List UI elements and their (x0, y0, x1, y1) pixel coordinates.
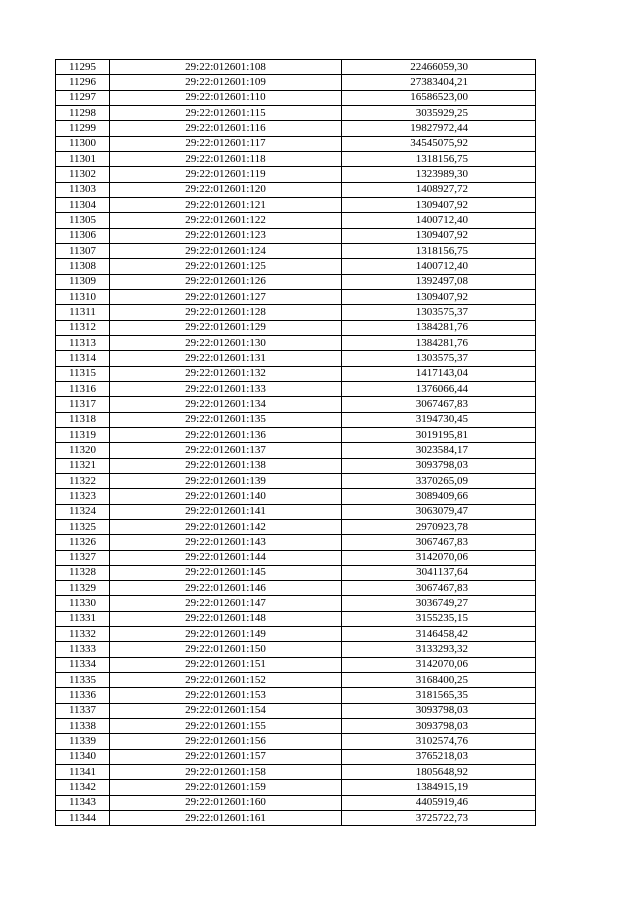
row-number-cell: 11319 (56, 427, 110, 442)
row-number-cell: 11297 (56, 90, 110, 105)
table-row (56, 105, 536, 120)
row-number-cell: 11330 (56, 596, 110, 611)
table-row (56, 565, 536, 580)
row-number-cell: 11333 (56, 642, 110, 657)
table-row (56, 657, 536, 672)
cadastral-value-cell: 1303575,37 (342, 305, 536, 320)
row-number-cell: 11305 (56, 213, 110, 228)
cadastral-value-cell: 3155235,15 (342, 611, 536, 626)
cadastral-value-cell: 3067467,83 (342, 397, 536, 412)
table-row (56, 673, 536, 688)
cadastral-number-cell: 29:22:012601:115 (110, 105, 342, 120)
row-number-cell: 11327 (56, 550, 110, 565)
table-row (56, 719, 536, 734)
row-number-cell: 11314 (56, 351, 110, 366)
cadastral-value-cell: 3168400,25 (342, 673, 536, 688)
table-row (56, 519, 536, 534)
row-number-cell: 11301 (56, 151, 110, 166)
table-row (56, 443, 536, 458)
table-row (56, 504, 536, 519)
cadastral-value-cell: 3370265,09 (342, 473, 536, 488)
cadastral-number-cell: 29:22:012601:154 (110, 703, 342, 718)
cadastral-value-cell: 16586523,00 (342, 90, 536, 105)
cadastral-value-cell: 3093798,03 (342, 703, 536, 718)
table-row (56, 550, 536, 565)
cadastral-value-cell: 1392497,08 (342, 274, 536, 289)
cadastral-value-cell: 1417143,04 (342, 366, 536, 381)
cadastral-number-cell: 29:22:012601:155 (110, 719, 342, 734)
cadastral-number-cell: 29:22:012601:127 (110, 289, 342, 304)
row-number-cell: 11343 (56, 795, 110, 810)
row-number-cell: 11322 (56, 473, 110, 488)
cadastral-value-cell: 4405919,46 (342, 795, 536, 810)
table-row (56, 182, 536, 197)
cadastral-value-cell: 3194730,45 (342, 412, 536, 427)
row-number-cell: 11326 (56, 535, 110, 550)
table-row (56, 596, 536, 611)
cadastral-value-cell: 1309407,92 (342, 289, 536, 304)
table-row (56, 366, 536, 381)
cadastral-number-cell: 29:22:012601:157 (110, 749, 342, 764)
cadastral-number-cell: 29:22:012601:143 (110, 535, 342, 550)
row-number-cell: 11334 (56, 657, 110, 672)
table-row (56, 412, 536, 427)
row-number-cell: 11316 (56, 381, 110, 396)
cadastral-value-cell: 1318156,75 (342, 243, 536, 258)
cadastral-number-cell: 29:22:012601:136 (110, 427, 342, 442)
row-number-cell: 11338 (56, 719, 110, 734)
row-number-cell: 11304 (56, 197, 110, 212)
row-number-cell: 11317 (56, 397, 110, 412)
table-row (56, 627, 536, 642)
row-number-cell: 11309 (56, 274, 110, 289)
row-number-cell: 11342 (56, 780, 110, 795)
cadastral-number-cell: 29:22:012601:134 (110, 397, 342, 412)
cadastral-value-cell: 34545075,92 (342, 136, 536, 151)
cadastral-number-cell: 29:22:012601:132 (110, 366, 342, 381)
row-number-cell: 11308 (56, 259, 110, 274)
table-row (56, 121, 536, 136)
cadastral-number-cell: 29:22:012601:141 (110, 504, 342, 519)
cadastral-value-cell: 1309407,92 (342, 228, 536, 243)
table-row (56, 381, 536, 396)
cadastral-value-cell: 3102574,76 (342, 734, 536, 749)
row-number-cell: 11311 (56, 305, 110, 320)
cadastral-value-cell: 3093798,03 (342, 719, 536, 734)
cadastral-number-cell: 29:22:012601:147 (110, 596, 342, 611)
cadastral-number-cell: 29:22:012601:116 (110, 121, 342, 136)
cadastral-number-cell: 29:22:012601:118 (110, 151, 342, 166)
cadastral-value-cell: 1384281,76 (342, 335, 536, 350)
cadastral-value-cell: 3036749,27 (342, 596, 536, 611)
row-number-cell: 11321 (56, 458, 110, 473)
row-number-cell: 11337 (56, 703, 110, 718)
row-number-cell: 11307 (56, 243, 110, 258)
cadastral-value-cell: 3142070,06 (342, 657, 536, 672)
cadastral-value-cell: 3133293,32 (342, 642, 536, 657)
cadastral-number-cell: 29:22:012601:119 (110, 167, 342, 182)
row-number-cell: 11302 (56, 167, 110, 182)
cadastral-value-cell: 3041137,64 (342, 565, 536, 580)
row-number-cell: 11303 (56, 182, 110, 197)
row-number-cell: 11344 (56, 811, 110, 826)
cadastral-value-cell: 27383404,21 (342, 75, 536, 90)
cadastral-value-cell: 19827972,44 (342, 121, 536, 136)
table-row (56, 274, 536, 289)
cadastral-value-cell: 1408927,72 (342, 182, 536, 197)
cadastral-number-cell: 29:22:012601:150 (110, 642, 342, 657)
cadastral-value-cell: 3089409,66 (342, 489, 536, 504)
cadastral-number-cell: 29:22:012601:137 (110, 443, 342, 458)
table-row (56, 703, 536, 718)
row-number-cell: 11312 (56, 320, 110, 335)
cadastral-number-cell: 29:22:012601:109 (110, 75, 342, 90)
cadastral-value-cell: 1376066,44 (342, 381, 536, 396)
cadastral-number-cell: 29:22:012601:128 (110, 305, 342, 320)
cadastral-number-cell: 29:22:012601:122 (110, 213, 342, 228)
cadastral-number-cell: 29:22:012601:129 (110, 320, 342, 335)
cadastral-number-cell: 29:22:012601:130 (110, 335, 342, 350)
table-body (56, 60, 536, 826)
cadastral-value-cell: 1323989,30 (342, 167, 536, 182)
cadastral-value-cell: 1384915,19 (342, 780, 536, 795)
table-row (56, 765, 536, 780)
cadastral-number-cell: 29:22:012601:139 (110, 473, 342, 488)
cadastral-value-cell: 3067467,83 (342, 535, 536, 550)
table-row (56, 213, 536, 228)
cadastral-number-cell: 29:22:012601:131 (110, 351, 342, 366)
cadastral-number-cell: 29:22:012601:149 (110, 627, 342, 642)
table-row (56, 167, 536, 182)
cadastral-number-cell: 29:22:012601:108 (110, 60, 342, 75)
row-number-cell: 11298 (56, 105, 110, 120)
cadastral-number-cell: 29:22:012601:156 (110, 734, 342, 749)
cadastral-number-cell: 29:22:012601:148 (110, 611, 342, 626)
table-row (56, 535, 536, 550)
cadastral-number-cell: 29:22:012601:145 (110, 565, 342, 580)
cadastral-number-cell: 29:22:012601:135 (110, 412, 342, 427)
row-number-cell: 11313 (56, 335, 110, 350)
row-number-cell: 11329 (56, 581, 110, 596)
cadastral-value-cell: 22466059,30 (342, 60, 536, 75)
row-number-cell: 11300 (56, 136, 110, 151)
table-row (56, 305, 536, 320)
table-row (56, 581, 536, 596)
cadastral-number-cell: 29:22:012601:151 (110, 657, 342, 672)
cadastral-value-cell: 3023584,17 (342, 443, 536, 458)
row-number-cell: 11336 (56, 688, 110, 703)
table-row (56, 458, 536, 473)
table-row (56, 75, 536, 90)
row-number-cell: 11341 (56, 765, 110, 780)
row-number-cell: 11315 (56, 366, 110, 381)
cadastral-value-cell: 1303575,37 (342, 351, 536, 366)
cadastral-number-cell: 29:22:012601:158 (110, 765, 342, 780)
cadastral-value-cell: 2970923,78 (342, 519, 536, 534)
cadastral-number-cell: 29:22:012601:138 (110, 458, 342, 473)
cadastral-number-cell: 29:22:012601:123 (110, 228, 342, 243)
row-number-cell: 11339 (56, 734, 110, 749)
table-row (56, 351, 536, 366)
cadastral-number-cell: 29:22:012601:144 (110, 550, 342, 565)
cadastral-number-cell: 29:22:012601:152 (110, 673, 342, 688)
table-row (56, 749, 536, 764)
table-row (56, 136, 536, 151)
table-row (56, 228, 536, 243)
cadastral-value-cell: 3063079,47 (342, 504, 536, 519)
table-row (56, 811, 536, 826)
cadastral-number-cell: 29:22:012601:125 (110, 259, 342, 274)
cadastral-number-cell: 29:22:012601:140 (110, 489, 342, 504)
table-row (56, 688, 536, 703)
row-number-cell: 11323 (56, 489, 110, 504)
cadastral-value-cell: 3035929,25 (342, 105, 536, 120)
cadastral-value-cell: 3142070,06 (342, 550, 536, 565)
table-row (56, 780, 536, 795)
cadastral-number-cell: 29:22:012601:159 (110, 780, 342, 795)
table-row (56, 427, 536, 442)
row-number-cell: 11325 (56, 519, 110, 534)
cadastral-value-cell: 1318156,75 (342, 151, 536, 166)
row-number-cell: 11332 (56, 627, 110, 642)
table-row (56, 320, 536, 335)
row-number-cell: 11320 (56, 443, 110, 458)
table-row (56, 734, 536, 749)
row-number-cell: 11318 (56, 412, 110, 427)
cadastral-number-cell: 29:22:012601:153 (110, 688, 342, 703)
row-number-cell: 11335 (56, 673, 110, 688)
cadastral-value-cell: 1384281,76 (342, 320, 536, 335)
row-number-cell: 11295 (56, 60, 110, 75)
table-row (56, 60, 536, 75)
row-number-cell: 11324 (56, 504, 110, 519)
cadastral-number-cell: 29:22:012601:142 (110, 519, 342, 534)
table-row (56, 489, 536, 504)
row-number-cell: 11306 (56, 228, 110, 243)
cadastral-value-cell: 1400712,40 (342, 259, 536, 274)
table-row (56, 289, 536, 304)
cadastral-value-cell: 3146458,42 (342, 627, 536, 642)
table-row (56, 259, 536, 274)
row-number-cell: 11340 (56, 749, 110, 764)
cadastral-number-cell: 29:22:012601:161 (110, 811, 342, 826)
cadastral-value-cell: 3765218,03 (342, 749, 536, 764)
cadastral-number-cell: 29:22:012601:117 (110, 136, 342, 151)
cadastral-value-cell: 3093798,03 (342, 458, 536, 473)
cadastral-value-cell: 1400712,40 (342, 213, 536, 228)
cadastral-value-cell: 3181565,35 (342, 688, 536, 703)
row-number-cell: 11331 (56, 611, 110, 626)
row-number-cell: 11296 (56, 75, 110, 90)
table-row (56, 642, 536, 657)
table-row (56, 397, 536, 412)
cadastral-value-cell: 3725722,73 (342, 811, 536, 826)
cadastral-number-cell: 29:22:012601:120 (110, 182, 342, 197)
cadastral-value-cell: 3019195,81 (342, 427, 536, 442)
cadastral-value-table (55, 59, 536, 826)
cadastral-number-cell: 29:22:012601:110 (110, 90, 342, 105)
row-number-cell: 11310 (56, 289, 110, 304)
cadastral-number-cell: 29:22:012601:124 (110, 243, 342, 258)
table-row (56, 335, 536, 350)
cadastral-value-cell: 1805648,92 (342, 765, 536, 780)
cadastral-number-cell: 29:22:012601:133 (110, 381, 342, 396)
row-number-cell: 11299 (56, 121, 110, 136)
table-row (56, 151, 536, 166)
table-row (56, 473, 536, 488)
cadastral-number-cell: 29:22:012601:121 (110, 197, 342, 212)
table-row (56, 611, 536, 626)
row-number-cell: 11328 (56, 565, 110, 580)
table-row (56, 243, 536, 258)
cadastral-number-cell: 29:22:012601:126 (110, 274, 342, 289)
table-row (56, 197, 536, 212)
cadastral-value-cell: 1309407,92 (342, 197, 536, 212)
table-row (56, 795, 536, 810)
cadastral-value-cell: 3067467,83 (342, 581, 536, 596)
cadastral-number-cell: 29:22:012601:146 (110, 581, 342, 596)
cadastral-number-cell: 29:22:012601:160 (110, 795, 342, 810)
table-row (56, 90, 536, 105)
